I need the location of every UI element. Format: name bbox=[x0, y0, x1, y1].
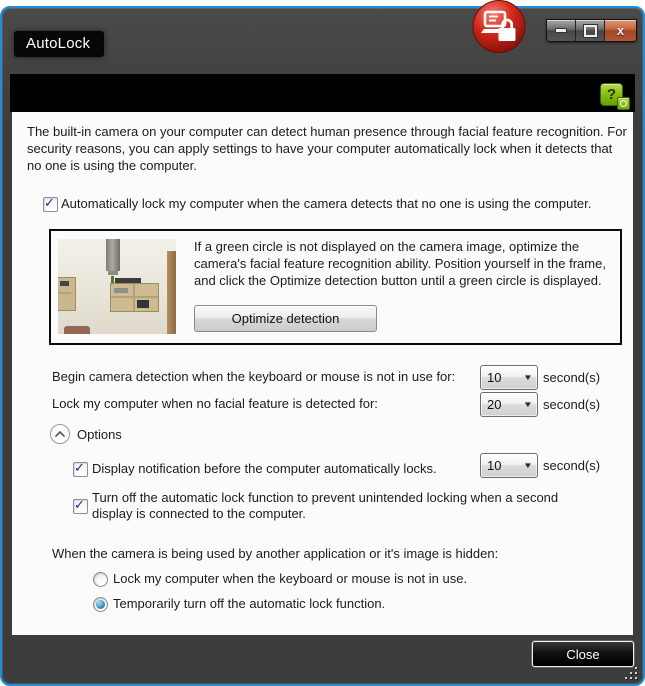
check-icon: ✓ bbox=[44, 195, 55, 210]
notification-dropdown[interactable] bbox=[480, 453, 538, 478]
lock-delay-dropdown[interactable] bbox=[480, 392, 538, 417]
dropdown-arrow-icon: ▼ bbox=[522, 461, 534, 470]
header-bar bbox=[10, 74, 635, 112]
camera-scene-object bbox=[110, 283, 159, 312]
check-icon: ✓ bbox=[74, 497, 85, 512]
lock-delay-unit: second(s) bbox=[543, 397, 601, 412]
begin-detection-unit: second(s) bbox=[543, 370, 601, 385]
optimize-detection-panel bbox=[49, 229, 622, 345]
camera-busy-heading: When the camera is being used by another application or it's image is hidden: bbox=[52, 546, 499, 561]
radio-turn-off-autolock-label: Temporarily turn off the automatic lock function. bbox=[113, 596, 386, 611]
intro-text: The built-in camera on your computer can detect human presence through facial feature recognition. For security reasons, you can apply settings to have your computer automatically lock when it detects that no one is using the computer. bbox=[27, 124, 627, 173]
help-icon: ? bbox=[606, 86, 617, 103]
radio-lock-when-idle[interactable] bbox=[93, 572, 108, 587]
close-button[interactable]: Close bbox=[532, 641, 634, 667]
close-icon: x bbox=[616, 23, 625, 38]
dropdown-arrow-icon: ▼ bbox=[522, 400, 534, 409]
notification-unit: second(s) bbox=[543, 458, 601, 473]
radio-lock-when-idle-label: Lock my computer when the keyboard or mouse is not in use. bbox=[113, 571, 468, 586]
dropdown-arrow-icon: ▼ bbox=[522, 373, 534, 382]
camera-preview-image bbox=[58, 239, 176, 334]
chevron-up-icon bbox=[50, 424, 70, 444]
maximize-button[interactable] bbox=[576, 20, 605, 41]
window-title: AutoLock bbox=[14, 31, 104, 57]
lock-delay-value: 20 bbox=[487, 397, 502, 412]
auto-lock-label: Automatically lock my computer when the camera detects that no one is using the computer. bbox=[61, 196, 592, 211]
camera-scene-object bbox=[167, 251, 176, 334]
begin-detection-dropdown[interactable] bbox=[480, 365, 538, 390]
dialog-body bbox=[12, 112, 633, 635]
options-toggle[interactable] bbox=[50, 424, 122, 444]
optimize-detection-button[interactable]: Optimize detection bbox=[194, 305, 377, 332]
optimize-instructions: If a green circle is not displayed on the camera image, optimize the camera's facial feature recognition ability. Position yourself in the frame, and click the Optimize detection button until a green circle is displayed. bbox=[194, 239, 606, 288]
check-icon: ✓ bbox=[74, 460, 85, 475]
close-window-button[interactable] bbox=[605, 20, 636, 41]
camera-scene-object bbox=[106, 239, 120, 271]
window-frame bbox=[0, 6, 645, 686]
resize-grip-icon[interactable] bbox=[625, 667, 638, 680]
begin-detection-value: 10 bbox=[487, 370, 502, 385]
maximize-icon bbox=[584, 25, 597, 37]
second-display-checkbox[interactable] bbox=[73, 499, 88, 514]
auto-lock-checkbox[interactable] bbox=[43, 197, 58, 212]
help-mini-icon bbox=[617, 97, 630, 110]
radio-turn-off-autolock[interactable] bbox=[93, 597, 108, 612]
camera-scene-object bbox=[58, 277, 76, 311]
second-display-label: Turn off the automatic lock function to prevent unintended locking when a second display is connected to the computer. bbox=[92, 490, 559, 521]
notification-label: Display notification before the computer automatically locks. bbox=[92, 461, 437, 476]
lock-delay-label: Lock my computer when no facial feature is detected for: bbox=[52, 396, 378, 411]
begin-detection-label: Begin camera detection when the keyboard or mouse is not in use for: bbox=[52, 369, 456, 384]
app-lock-icon bbox=[472, 0, 526, 54]
notification-checkbox[interactable] bbox=[73, 462, 88, 477]
window-caption-buttons bbox=[546, 19, 637, 42]
options-label: Options bbox=[77, 426, 122, 442]
notification-value: 10 bbox=[487, 458, 502, 473]
minimize-button[interactable] bbox=[547, 20, 576, 41]
camera-scene-object bbox=[64, 326, 90, 334]
minimize-icon bbox=[555, 28, 567, 33]
